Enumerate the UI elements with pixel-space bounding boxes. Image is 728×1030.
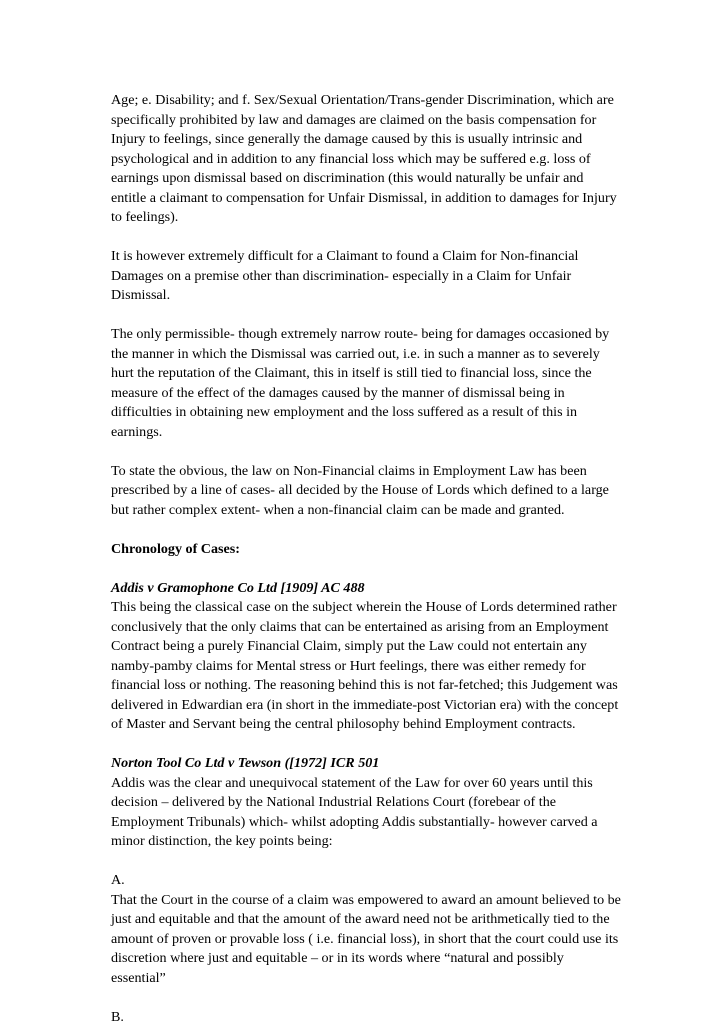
case-body-norton-tool: Addis was the clear and unequivocal statement of the Law for over 60 years until this decision – delivered by the National Industrial Relations Court (forebear of the Employment Tribunals) which- whilst adopting Addis substantially- however carved a minor distinction, the key points being: (111, 774, 598, 849)
case-title-norton-tool: Norton Tool Co Ltd v Tewson ([1972] ICR 501 (111, 755, 380, 771)
point-a-label: A. (111, 872, 125, 888)
case-body-addis: This being the classical case on the subject wherein the House of Lords determined rather conclusively that the only claims that can be entertained as arising from an Employment Contract being a purely Financial Claim, simply put the Law could not entertain any namby-pamby claims for Mental stress or Hurt feelings, there was either remedy for financial loss or nothing. The reasoning behind this is not far-fetched; this Judgement was delivered in Edwardian era (in short in the immediate-post Victorian era) with the concept of Master and Servant being the central philosophy behind Employment contracts. (111, 599, 619, 732)
paragraph-discrimination: Age; e. Disability; and f. Sex/Sexual Orientation/Trans-gender Discrimination, which are specifically prohibited by law and damages are claimed on the basis compensation for Injury to feelings, since generally the damage caused by this is usually intrinsic and psychological and in addition to any financial loss which may be suffered e.g. loss of earnings upon dismissal based on discrimination (this would naturally be unfair and entitle a claimant to compensation for Unfair Dismissal, in addition to damages for Injury to feelings). (111, 92, 617, 225)
paragraph-line-of-cases: To state the obvious, the law on Non-Financial claims in Employment Law has been prescribed by a line of cases- all decided by the House of Lords which defined to a large but rather complex extent- when a non-financial claim can be made and granted. (111, 462, 609, 518)
chronology-heading: Chronology of Cases: (111, 540, 240, 557)
case-title-addis: Addis v Gramophone Co Ltd [1909] AC 488 (111, 579, 365, 596)
paragraph-non-financial-difficulty: It is however extremely difficult for a Claimant to found a Claim for Non-financial Damages on a premise other than discrimination- especially in a Claim for Unfair Dismissal. (111, 248, 579, 303)
point-a-text: That the Court in the course of a claim was empowered to award an amount believed to be just and equitable and that the amount of the award need not be arithmetically tied to the amount of proven or provable loss ( i.e. financial loss), in short that the court could use its discretion where just and equitable – or in its words where “natural and possibly essential” (111, 891, 621, 986)
document-page (111, 91, 621, 1027)
paragraph-permissible-route: The only permissible- though extremely narrow route- being for damages occasioned by the manner in which the Dismissal was carried out, i.e. in such a manner as to severely hurt the reputation of the Claimant, this in itself is still tied to financial loss, since the measure of the effect of the damages caused by the manner of dismissal being in difficulties in obtaining new employment and the loss suffered as a result of this in earnings. (111, 326, 610, 440)
point-b-label: B. (111, 1008, 124, 1025)
case-norton-tool (111, 754, 621, 852)
case-addis (111, 579, 621, 735)
